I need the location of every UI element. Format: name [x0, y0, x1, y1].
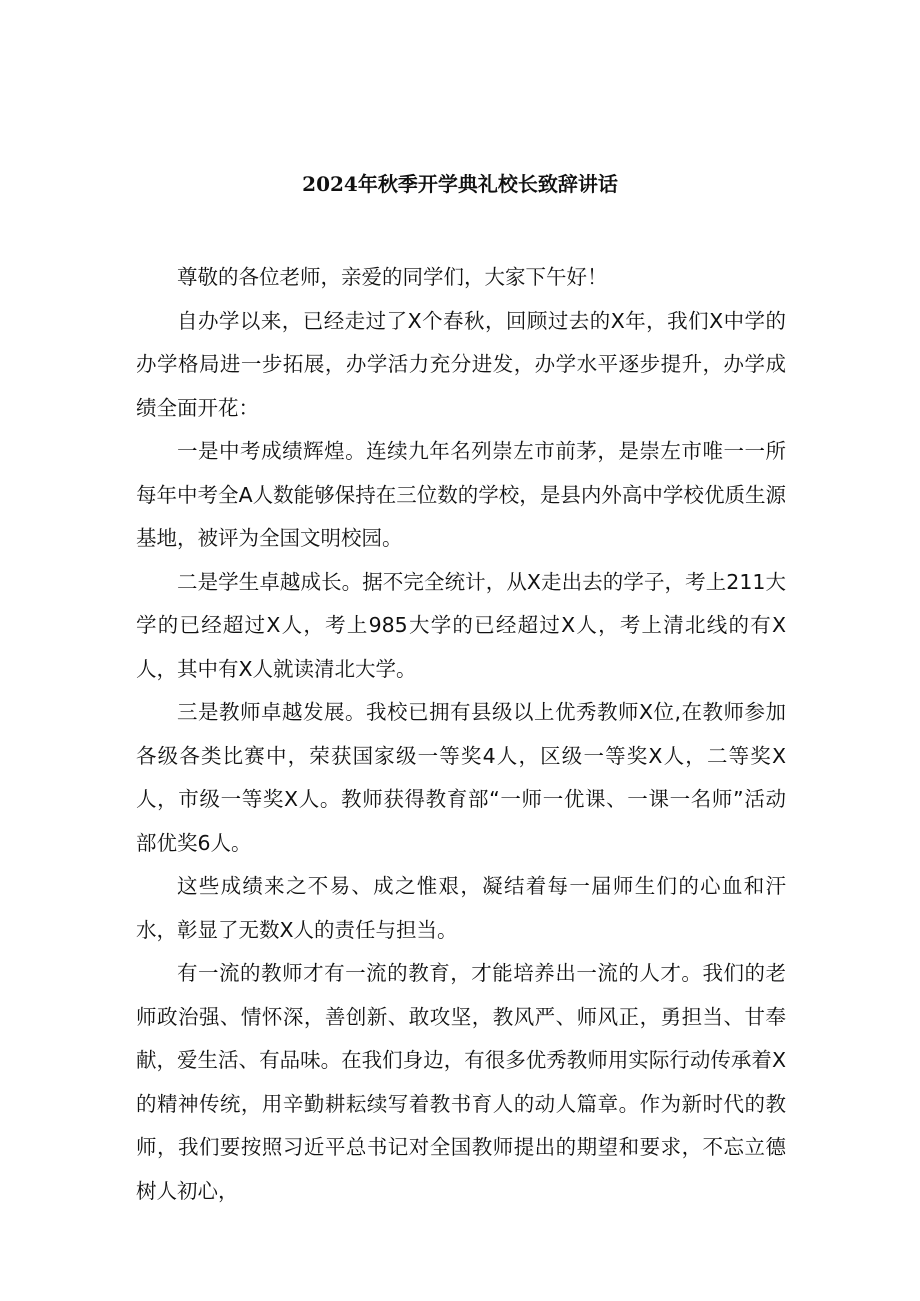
paragraph-teachers: 有一流的教师才有一流的教育，才能培养出一流的人才。我们的老师政治强、情怀深，善创新、敢攻坚，教风严、师风正，勇担当、甘奉献，爱生活、有品味。在我们身边，有很多优秀教师用实际行动传承着X的精神传统，用辛勤耕耘续写着教书育人的动人篇章。作为新时代的教师，我们要按照习近平总书记对全国教师提出的期望和要求，不忘立德树人初心， — [136, 961, 786, 1203]
paragraph-exam-results: 一是中考成绩辉煌。连续九年名列崇左市前茅，是崇左市唯一一所每年中考全A人数能够保持在三位数的学校，是县内外高中学校优质生源基地，被评为全国文明校园。 — [136, 439, 786, 550]
paragraph-greeting: 尊敬的各位老师，亲爱的同学们，大家下午好！ — [177, 265, 608, 289]
document-body — [136, 256, 786, 1213]
paragraph-student-growth: 二是学生卓越成长。据不完全统计，从X走出去的学子，考上211大学的已经超过X人，考上985大学的已经超过X人，考上清北线的有X人，其中有X人就读清北大学。 — [136, 569, 786, 681]
document-title: 2024年秋季开学典礼校长致辞讲话 — [302, 172, 618, 196]
paragraph-intro: 自办学以来，已经走过了X个春秋，回顾过去的X年，我们X中学的办学格局进一步拓展，办学活力充分进发，办学水平逐步提升，办学成绩全面开花： — [136, 308, 786, 420]
paragraph-teacher-development: 三是教师卓越发展。我校已拥有县级以上优秀教师X位,在教师参加各级各类比赛中，荣获国家级一等奖4人，区级一等奖X人，二等奖X人，市级一等奖X人。教师获得教育部“一师一优课、一课一名师”活动部优奖6人。 — [136, 700, 786, 855]
paragraph-achievements: 这些成绩来之不易、成之惟艰，凝结着每一届师生们的心血和汗水，彰显了无数X人的责任与担当。 — [136, 874, 786, 942]
